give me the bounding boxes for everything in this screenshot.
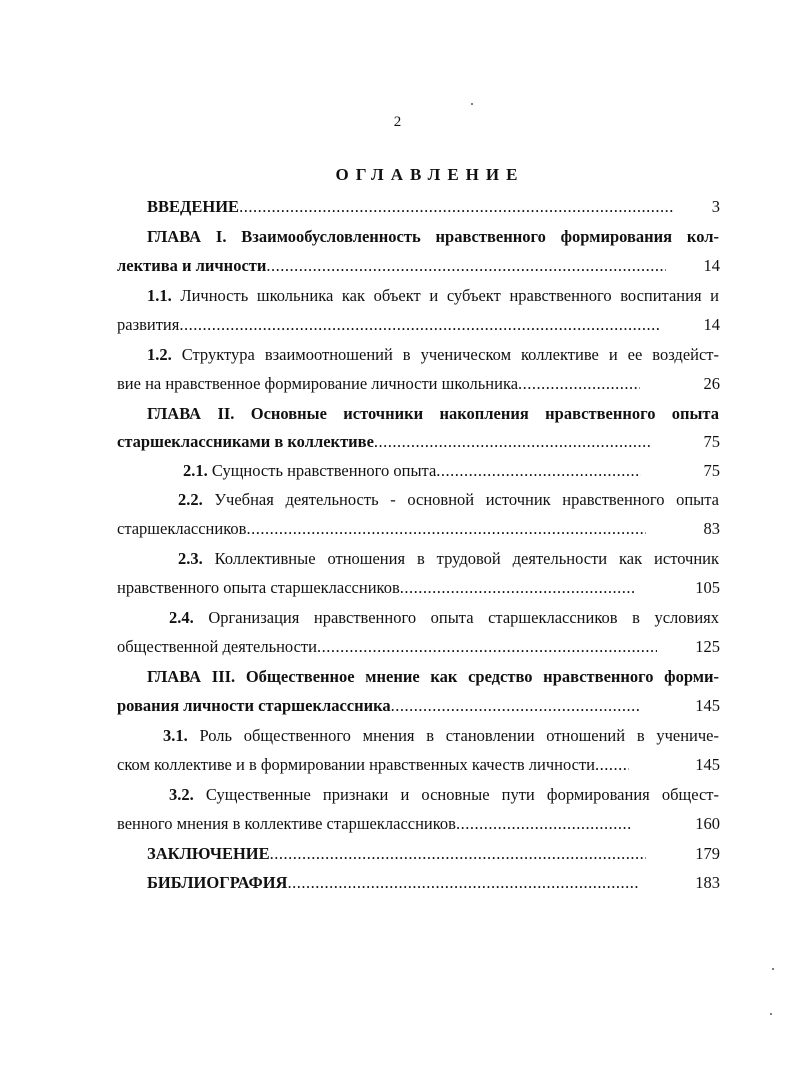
entry-label: ГЛАВА II. Основные источники накопления нравственного опыта [147, 404, 719, 423]
toc-entry-chapter-2-cont[interactable] [117, 428, 725, 456]
toc-entry-bibliography[interactable] [117, 869, 725, 897]
entry-label: рования личности старшеклассника [117, 696, 391, 715]
dot-leader [239, 193, 673, 221]
entry-label: Сущность нравственного опыта [207, 461, 437, 480]
toc-entry-chapter-3[interactable] [147, 663, 719, 691]
entry-label: старшеклассниками в коллективе [117, 432, 374, 451]
entry-label: ском коллективе и в формировании нравственных качеств личности [117, 755, 595, 774]
entry-page: 145 [695, 755, 720, 774]
entry-label: развития [117, 315, 180, 334]
dot-leader [595, 751, 629, 779]
entry-label: старшеклассников [117, 519, 247, 538]
toc-entry-section-3-1[interactable] [163, 722, 719, 750]
entry-label: Структура взаимоотношений в ученическом коллективе и ее воздейст- [171, 345, 719, 364]
section-number: 3.1. [163, 726, 188, 745]
entry-label: ВВЕДЕНИЕ [147, 197, 240, 216]
dot-leader [246, 515, 646, 543]
page-number: 2 [393, 114, 402, 130]
entry-label: вие на нравственное формирование личности школьника [117, 374, 519, 393]
entry-label: ГЛАВА I. Взаимообусловленность нравственного формирования кол- [147, 227, 719, 246]
entry-page: 83 [703, 519, 720, 538]
entry-label: Коллективные отношения в трудовой деятельности как источник [202, 549, 719, 568]
toc-entry-section-2-1[interactable] [117, 457, 725, 485]
entry-page: 183 [695, 873, 720, 892]
toc-entry-section-2-2[interactable] [178, 486, 719, 514]
entry-page: 75 [703, 432, 720, 451]
toc-entry-section-2-3[interactable] [178, 545, 719, 573]
entry-label: нравственного опыта старшеклассников [117, 578, 400, 597]
entry-label: лектива и личности [117, 256, 267, 275]
entry-page: 160 [695, 814, 720, 833]
section-number: 1.2. [147, 345, 172, 364]
scan-speck [770, 1013, 772, 1015]
dot-leader [374, 428, 652, 456]
section-number: 1.1. [147, 286, 172, 305]
entry-page: 145 [695, 696, 720, 715]
dot-leader [270, 840, 646, 868]
toc-entry-section-1-2[interactable] [147, 341, 719, 369]
section-number: 3.2. [169, 785, 194, 804]
entry-page: 125 [695, 637, 720, 656]
dot-leader [287, 869, 639, 897]
toc-entry-section-1-1-cont[interactable] [117, 311, 725, 339]
entry-label: БИБЛИОГРАФИЯ [147, 873, 288, 892]
entry-label: ЗАКЛЮЧЕНИЕ [147, 844, 270, 863]
dot-leader [518, 370, 640, 398]
toc-entry-section-2-4-cont[interactable] [117, 633, 725, 661]
toc-entry-section-2-3-cont[interactable] [117, 574, 725, 602]
entry-page: 14 [703, 315, 720, 334]
scan-speck [772, 968, 774, 970]
entry-label: Учебная деятельность - основной источник нравственного опыта [202, 490, 719, 509]
dot-leader [179, 311, 661, 339]
toc-title: ОГЛАВЛЕНИЕ [335, 165, 525, 184]
entry-label: венного мнения в коллективе старшеклассников [117, 814, 456, 833]
dot-leader [391, 692, 641, 720]
entry-page: 3 [711, 197, 720, 216]
entry-label: Роль общественного мнения в становлении отношений в ученичe- [187, 726, 719, 745]
toc-entry-section-3-2[interactable] [169, 781, 719, 809]
toc-entry-section-1-2-cont[interactable] [117, 370, 725, 398]
dot-leader [317, 633, 657, 661]
entry-page: 179 [695, 844, 720, 863]
toc-entry-chapter-3-cont[interactable] [117, 692, 725, 720]
dot-leader [456, 810, 631, 838]
dot-leader [400, 574, 636, 602]
toc-entry-section-3-1-cont[interactable] [117, 751, 725, 779]
toc-entry-section-2-2-cont[interactable] [117, 515, 725, 543]
dot-leader [436, 457, 641, 485]
toc-entry-chapter-1[interactable] [147, 223, 719, 251]
entry-label: Организация нравственного опыта старшеклассников в условиях [193, 608, 719, 627]
section-number: 2.2. [178, 490, 203, 509]
toc-entry-introduction[interactable] [117, 193, 725, 221]
entry-page: 75 [703, 461, 720, 480]
toc-entry-chapter-2[interactable] [147, 400, 719, 428]
entry-label: ГЛАВА III. Общественное мнение как средство нравственного форми- [147, 667, 719, 686]
toc-entry-conclusion[interactable] [117, 840, 725, 868]
entry-page: 14 [703, 256, 720, 275]
toc-entry-section-1-1[interactable] [147, 282, 719, 310]
section-number: 2.1. [183, 461, 208, 480]
section-number: 2.4. [169, 608, 194, 627]
entry-page: 26 [703, 374, 720, 393]
dot-leader [266, 252, 666, 280]
entry-page: 105 [695, 578, 720, 597]
entry-label: Личность школьника как объект и субъект нравственного воспитания и [171, 286, 719, 305]
section-number: 2.3. [178, 549, 203, 568]
scan-speck [471, 103, 473, 105]
toc-entry-section-2-4[interactable] [169, 604, 719, 632]
toc-entry-section-3-2-cont[interactable] [117, 810, 725, 838]
entry-label: общественной деятельности [117, 637, 317, 656]
toc-entry-chapter-1-cont[interactable] [117, 252, 725, 280]
entry-label: Существенные признаки и основные пути формирования общест- [193, 785, 719, 804]
